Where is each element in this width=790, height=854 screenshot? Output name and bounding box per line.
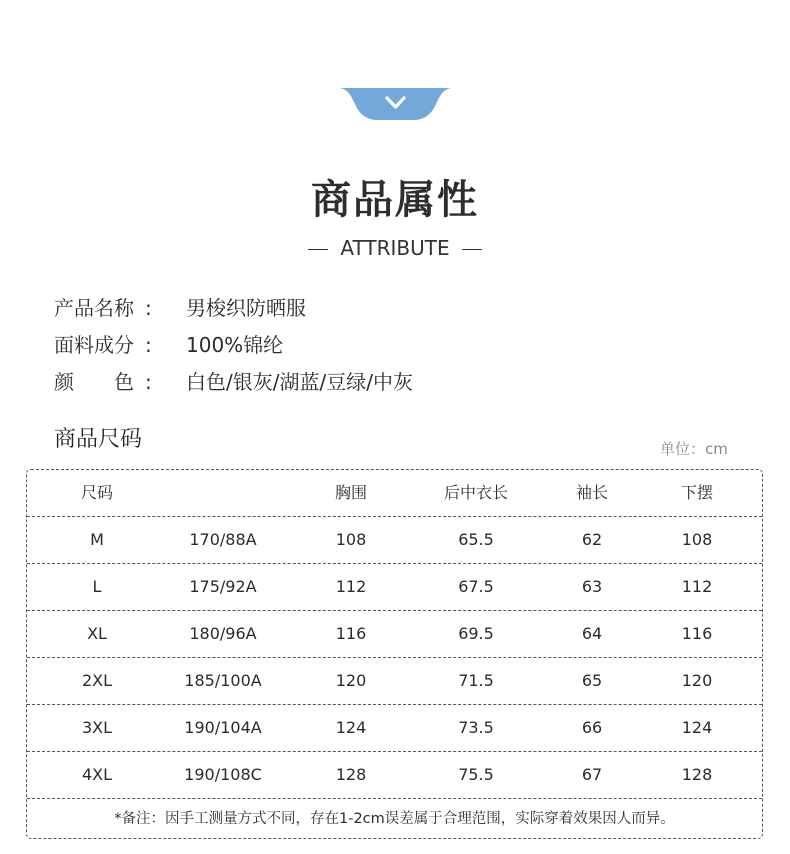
table-row (27, 611, 762, 658)
table-cell: 65.5 (458, 530, 494, 549)
column-header: 下摆 (680, 483, 713, 502)
column-header: 后中衣长 (443, 483, 508, 502)
table-cell: 67 (581, 765, 603, 784)
table-cell: 185/100A (184, 671, 262, 690)
table-cell: 112 (681, 577, 713, 596)
size-section-title: 商品尺码 (54, 427, 143, 452)
attribute-label-char: 色 (114, 370, 134, 394)
attribute-label: 面料成分 (54, 333, 134, 357)
attribute-label-char: 颜 (54, 370, 74, 394)
table-cell: 108 (681, 530, 713, 549)
attribute-colon: : (145, 370, 152, 394)
table-cell: 120 (681, 671, 713, 690)
column-header: 袖长 (575, 483, 608, 502)
chevron-down-icon (340, 88, 451, 122)
attribute-label: 产品名称 (54, 296, 134, 320)
attribute-colon: : (145, 296, 152, 320)
table-cell: 190/104A (184, 718, 262, 737)
table-cell: 124 (681, 718, 713, 737)
table-cell: 64 (581, 624, 603, 643)
subtitle-text: ATTRIBUTE (340, 236, 450, 260)
attribute-value: 男梭织防晒服 (186, 296, 306, 320)
table-cell: 75.5 (458, 765, 494, 784)
table-cell: 180/96A (189, 624, 257, 643)
attribute-value: 100%锦纶 (186, 333, 284, 357)
table-cell: 128 (335, 765, 367, 784)
table-cell: 124 (335, 718, 367, 737)
table-header-row (27, 470, 762, 517)
column-header: 尺码 (81, 483, 114, 502)
table-cell: 4XL (81, 765, 113, 784)
table-cell: 69.5 (458, 624, 494, 643)
attribute-colon: : (145, 333, 152, 357)
table-cell: 116 (335, 624, 367, 643)
table-cell: 116 (681, 624, 713, 643)
attribute-value: 白色/银灰/湖蓝/豆绿/中灰 (186, 370, 413, 394)
table-row (27, 705, 762, 752)
table-cell: 170/88A (189, 530, 257, 549)
table-cell: 67.5 (458, 577, 494, 596)
divider (462, 249, 482, 250)
table-cell: 108 (335, 530, 367, 549)
page-title: 商品属性 (311, 177, 479, 223)
table-cell: L (92, 577, 102, 596)
column-header: 胸围 (334, 483, 367, 502)
table-cell: XL (87, 624, 107, 643)
table-cell: 62 (581, 530, 603, 549)
table-cell: 3XL (81, 718, 113, 737)
table-cell: 128 (681, 765, 713, 784)
attribute-label (54, 364, 134, 401)
table-row (27, 564, 762, 611)
table-row (27, 658, 762, 705)
unit-label: 单位：cm (660, 440, 728, 458)
table-cell: 2XL (81, 671, 113, 690)
table-note: *备注：因手工测量方式不同，存在1-2cm误差属于合理范围，实际穿着效果因人而异。 (114, 811, 675, 827)
table-cell: 190/108C (184, 765, 262, 784)
divider (308, 249, 328, 250)
table-cell: 66 (581, 718, 603, 737)
size-table (26, 469, 763, 839)
table-row (27, 517, 762, 564)
table-cell: 112 (335, 577, 367, 596)
page-subtitle (0, 235, 790, 261)
table-cell: 71.5 (458, 671, 494, 690)
table-cell: 73.5 (458, 718, 494, 737)
table-cell: 120 (335, 671, 367, 690)
table-cell: 63 (581, 577, 603, 596)
table-cell: 65 (581, 671, 603, 690)
table-cell: 175/92A (189, 577, 257, 596)
table-cell: M (90, 530, 104, 549)
table-row (27, 752, 762, 799)
